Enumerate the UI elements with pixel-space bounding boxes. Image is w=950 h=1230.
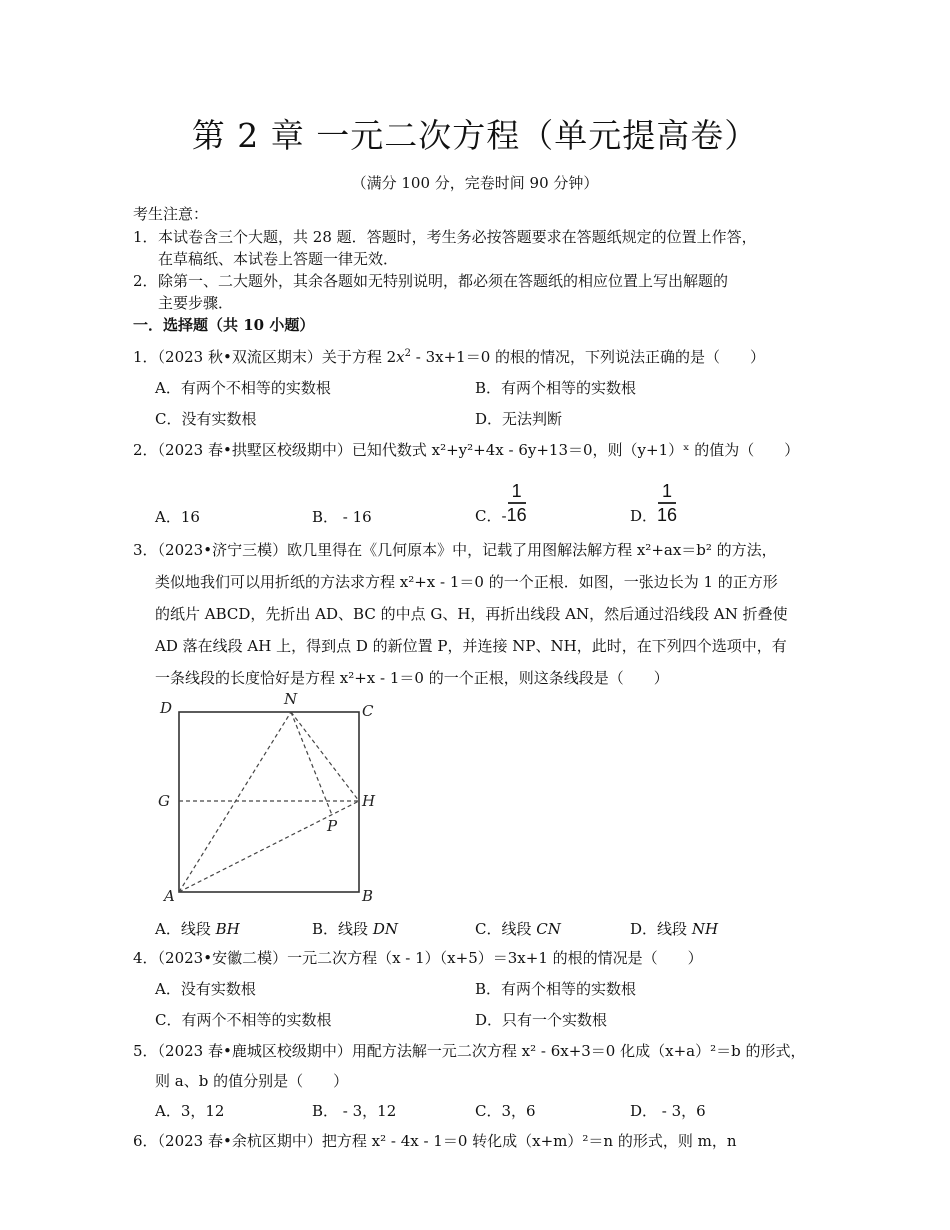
question-number: 5． [133,1042,158,1060]
notice-heading: 考生注意： [133,205,209,223]
point-label-d: D [160,699,173,717]
option-b[interactable]: B．线段 DN [312,920,398,938]
question-number: 4． [133,949,158,967]
option-d[interactable]: D．线段 NH [630,920,719,938]
option-a[interactable]: A．16 [155,508,200,526]
option-a[interactable]: A．没有实数根 [155,980,256,998]
question-number: 6． [133,1132,158,1150]
notice-item-text: 除第一、二大题外，其余各题如无特别说明，都必须在答题纸的相应位置上写出解题的 [158,272,729,290]
option-a[interactable]: A．线段 BH [155,920,240,938]
notice-item-num: 2． [133,272,158,290]
point-label-b: B [362,887,374,905]
point-label-p: P [327,817,338,835]
notice-item-num: 1． [133,228,158,246]
point-label-n: N [284,690,298,708]
section-title: 一．选择题（共 10 小题） [133,316,315,334]
question-source: （2023 春•鹿城区校级期中） [157,1042,352,1060]
option-a[interactable]: A．3，12 [155,1102,225,1120]
point-label-h: H [362,792,376,810]
question-4 [133,948,703,968]
question-text: 已知代数式 x²+y²+4x - 6y+13＝0，则（y+1）ˣ 的值为（ ） [351,441,800,459]
option-d[interactable]: D． $\frac{1}{16}$ [630,481,678,525]
question-text-line: 则 a、b 的值分别是（ ） [155,1072,349,1090]
question-number: 1． [133,348,158,366]
question-5: 5．（2023 春•鹿城区校级期中）用配方法解一元二次方程 x² - 6x+3＝0 化成（x+a）²＝b 的形式， [133,1042,806,1060]
question-number: 3． [133,541,158,559]
question-2 [133,440,799,460]
question-text-line: 的纸片 ABCD，先折出 AD、BC 的中点 G、H，再折出线段 AN，然后通过沿线段 AN 折叠使 [155,605,788,623]
option-d[interactable]: D．无法判断 [475,410,563,428]
page-title: 第 2 章 一元二次方程（单元提高卷） [191,116,759,155]
point-label-g: G [158,792,170,810]
option-b[interactable]: B． - 16 [312,508,372,526]
option-b[interactable]: B．有两个相等的实数根 [475,980,637,998]
question-text-line: 类似地我们可以用折纸的方法求方程 x²+x - 1＝0 的一个正根．如图，一张边长为 1 的正方形 [155,573,778,591]
question-1: 1．（2023 秋•双流区期末）关于方程 $2x^2 - 3x+1=0$ 的根的情况，下列说法正确的是（ ） [133,348,766,366]
option-d[interactable]: D． - 3，6 [630,1102,706,1120]
option-c[interactable]: C．没有实数根 [155,410,257,428]
option-d[interactable]: D．只有一个实数根 [475,1011,608,1029]
option-a[interactable]: A．有两个不相等的实数根 [155,379,331,397]
fraction: $\frac{1}{16}$ [657,481,678,525]
fraction: $\frac{1}{16}$ [506,481,527,525]
option-b[interactable]: B．有两个相等的实数根 [475,379,637,397]
page-subtitle: （满分 100 分，完卷时间 90 分钟） [351,174,599,192]
point-label-c: C [362,702,374,720]
option-c[interactable]: C． - $\frac{1}{16}$ [475,481,527,525]
notice-item-text: 本试卷含三个大题，共 28 题．答题时，考生务必按答题要求在答题纸规定的位置上作答， [158,228,757,246]
option-b[interactable]: B． - 3，12 [312,1102,397,1120]
question-source: （2023 春•拱墅区校级期中） [157,441,352,459]
question-source: （2023 春•余杭区期中） [157,1132,322,1150]
question-3: 3．（2023•济宁三模）欧几里得在《几何原本》中，记载了用图解法解方程 x²+ax＝b² 的方法， [133,541,777,559]
question-text-line: AD 落在线段 AH 上，得到点 D 的新位置 P，并连接 NP、NH，此时，在下列四个选项中，有 [155,637,787,655]
question-text: 一元二次方程（x - 1）（x+5）＝3x+1 的根的情况是（ ） [287,949,703,967]
notice-item-text: 在草稿纸、本试卷上答题一律无效． [158,250,399,268]
question-text-line: 一条线段的长度恰好是方程 x²+x - 1＝0 的一个正根，则这条线段是（ ） [155,669,669,687]
question-text: 把方程 x² - 4x - 1＝0 转化成（x+m）²＝n 的形式，则 m，n [321,1132,737,1150]
question-6 [133,1131,737,1151]
option-c[interactable]: C．3，6 [475,1102,536,1120]
option-c[interactable]: C．线段 CN [475,920,561,938]
point-label-a: A [164,887,175,905]
notice-item-text: 主要步骤． [158,294,234,312]
question-number: 2． [133,441,158,459]
geometry-figure [150,685,390,905]
option-c[interactable]: C．有两个不相等的实数根 [155,1011,332,1029]
question-source: （2023•安徽二模） [157,949,288,967]
question-source: （2023•济宁三模） [157,541,288,559]
question-source: （2023 秋•双流区期末） [157,348,322,366]
